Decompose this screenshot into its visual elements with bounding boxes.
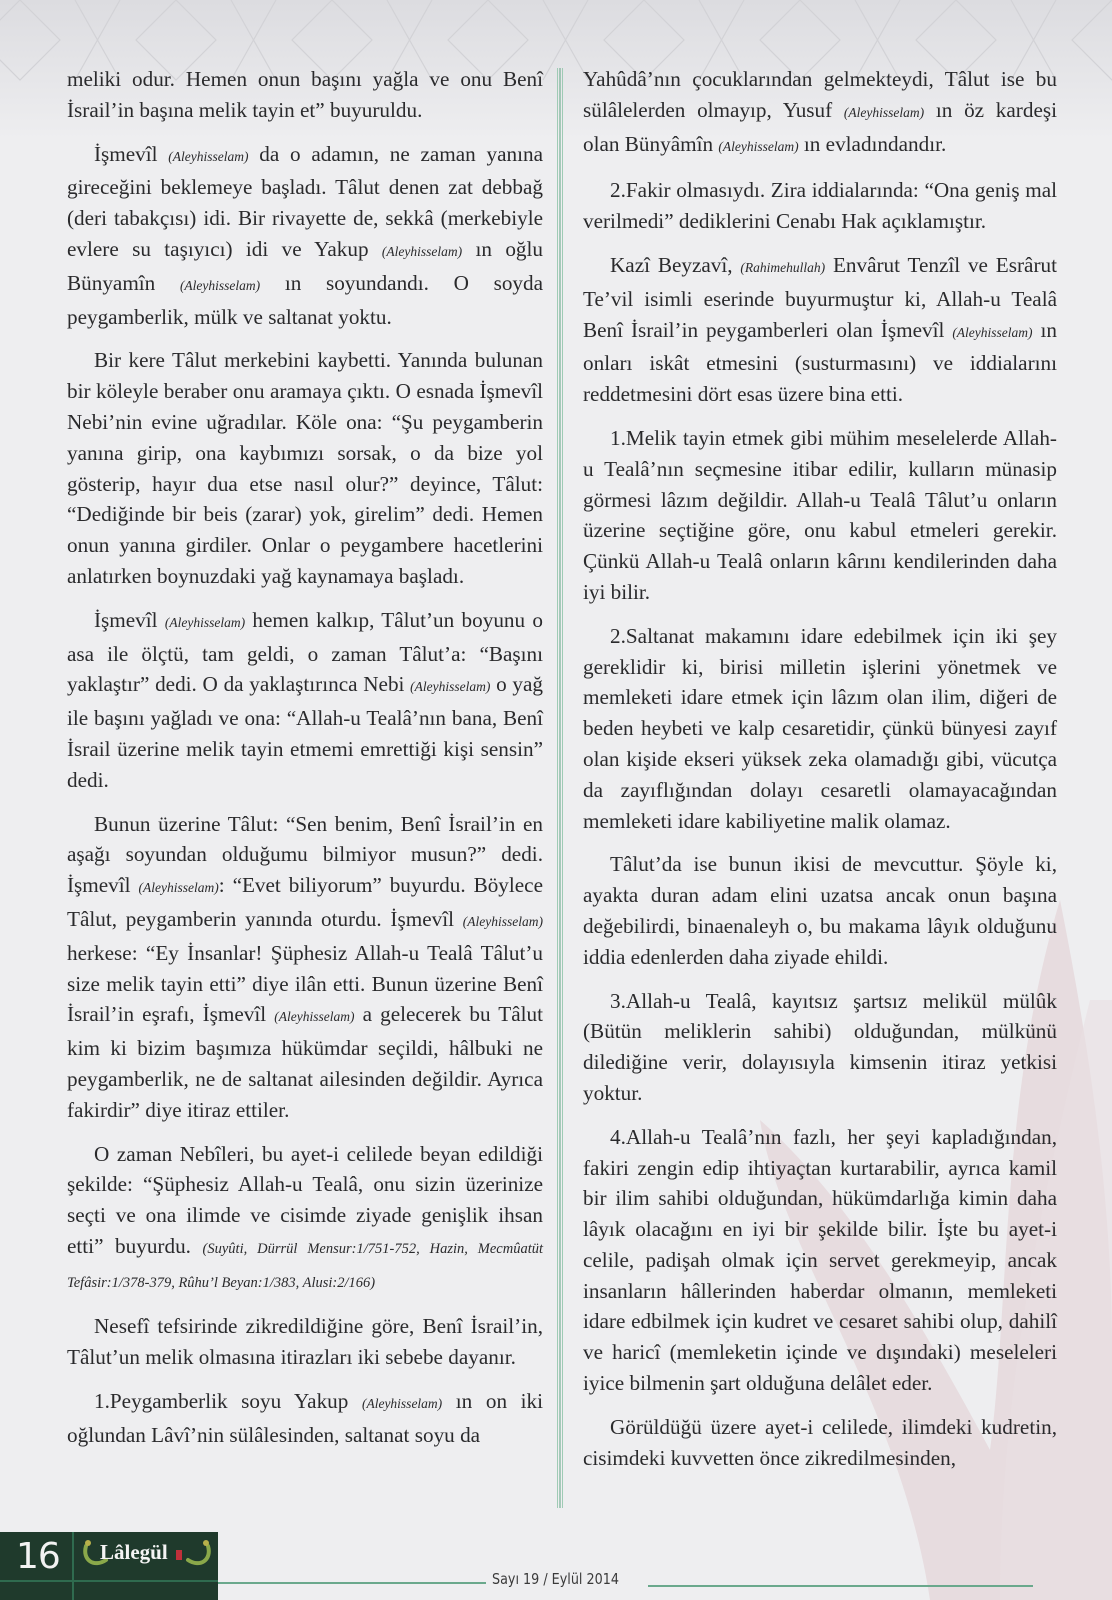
body-text: Bir kere Tâlut merkebini kaybetti. Yanında bulunan bir köleyle beraber onu aramaya çıktı. O esnada İşmevîl Nebi’nin evine uğradılar. Köle ona: “Şu peygamberin yanına girip, ona kaybımızı sorsak, o da bize yol gösterip, hayır dua etse nasıl olur?” deyince, Tâlut: “Dediğinde bir beis (zarar) yok, girelim” dedi. Hemen onun yanına girdiler. Onlar o peygambere hacetlerini anlatırken boynuzdaki yağ kaynamaya başladı. xyxy=(67,348,543,588)
honorific: (Aleyhisselam) xyxy=(274,1009,355,1025)
body-text: herkese: “Ey İnsanlar! Şüphesiz Allah-u Tealâ Tâlut’u size melik tayin etti” diye ilân etti. Bunun üzerine Benî İsrail’in eşrafı, İşmevîl xyxy=(67,940,543,1027)
body-text: İşmevîl xyxy=(94,607,165,632)
body-text: 2.Saltanat makamını idare edebilmek için iki şey gereklidir ki, birisi milletin işlerini yönetmek ve memleketi idare etmek için lâzım olan ilim, diğeri de beden heybeti ve kalp cesaretidir, çünkü bünyesi zayıf olan kişide ekseri yüksek zeka olamadığı gibi, vücutça da zayıflığından dolayı cesaretli olamayacağından memleketi idare kabiliyetine malik olamaz. xyxy=(583,623,1057,833)
honorific: (Aleyhisselam) xyxy=(179,277,261,293)
paragraph xyxy=(67,809,543,1126)
honorific: (Aleyhisselam) xyxy=(410,679,491,695)
paragraph xyxy=(67,1386,543,1451)
paragraph xyxy=(67,1311,543,1373)
paragraph xyxy=(67,64,543,126)
body-text: O zaman Nebîleri, bu ayet-i celilede beyan edildiği şekilde: “Şüphesiz Allah-u Tealâ, onu sizin üzerinize seçti ve ona ilimde ve cisimde ziyade genişlik ihsan etti” buyurdu. xyxy=(67,1141,543,1258)
body-text: Görüldüğü üzere ayet-i celilede, ilimdeki kudretin, cisimdeki kuvvetten önce zikredilmesinden, xyxy=(583,1414,1057,1470)
body-text: meliki odur. Hemen onun başını yağla ve onu Benî İsrail’in başına melik tayin et” buyuruldu. xyxy=(67,67,543,122)
body-text: a gelecerek bu Tâlut kim ki bizim başımıza hükümdar seçildi, hâlbuki ne peygamberlik, ne de saltanat ailesinden değildir. Ayrıca fakirdir” diye itiraz ettiler. xyxy=(67,1002,543,1122)
body-text: İşmevîl xyxy=(94,141,169,166)
footer-box-horizontal-rule xyxy=(0,1580,218,1582)
body-text: da o adamın, ne zaman yanına gireceğini beklemeye başladı. Tâlut denen zat debbağ (deri tabakçısı) idi. Bir rivayette de, sekkâ (merkebiyle evlere su taşıyıcı) idi ve Yakup xyxy=(67,141,543,261)
paragraph xyxy=(583,175,1057,237)
paragraph xyxy=(583,986,1057,1109)
honorific: (Aleyhisselam) xyxy=(361,1396,443,1412)
body-text: Envârut Tenzîl ve Esrârut Te’vil isimli eserinde buyurmuştur ki, Allah-u Tealâ Benî İsrail’in peygamberleri olan İşmevîl xyxy=(583,252,1057,342)
paragraph xyxy=(583,64,1057,162)
paragraph xyxy=(583,423,1057,608)
body-text: 4.Allah-u Tealâ’nın fazlı, her şeyi kapladığından, fakiri zengin edip ihtiyaçtan kurtarabilir, ayrıca kamil bir ilim sahibi olduğundan, hükümdarlığa kimin daha lâyık olacağını en iyi bir şekilde bilir. İşte bu ayet-i celile, padişah olmak için servet gerekmeyip, ancak insanların hâllerinden haberdar olmanın, memleketi idare edbilmek için kudret ve cesaret sahibi olup, dahilî ve haricî (memleketin içinde ve dışındaki) meseleleri iyice bilmenin şart olduğuna delâlet eder. xyxy=(583,1124,1057,1396)
honorific: (Rahimehullah) xyxy=(740,259,826,275)
honorific: (Aleyhisselam) xyxy=(718,138,799,154)
paragraph xyxy=(583,1122,1057,1399)
body-text: ın onları iskât etmesini (susturmasını) ve iddialarını reddetmesini dört esas üzere bina etti. xyxy=(583,317,1057,407)
citation: (Suyûti, Dürrül Mensur:1/751-752, Hazin, Mecmûatüt Tefâsir:1/378-379, Rûhu’l Beyan:1/383, Alusi:2/166) xyxy=(67,1240,544,1291)
footer-rule-right xyxy=(648,1585,1033,1587)
body-text: Kazî Beyzavî, xyxy=(610,252,741,277)
paragraph xyxy=(67,1139,543,1299)
body-text: ın soyundandı. O soyda peygamberlik, mülk ve saltanat yoktu. xyxy=(67,270,543,329)
body-text: ın evladındandır. xyxy=(798,131,947,156)
body-text: 1.Peygamberlik soyu Yakup xyxy=(94,1389,362,1414)
paragraph xyxy=(583,849,1057,972)
honorific: (Aleyhisselam) xyxy=(952,324,1033,340)
honorific: (Aleyhisselam) xyxy=(138,880,219,896)
honorific: (Aleyhisselam) xyxy=(381,243,463,259)
issue-label: Sayı 19 / Eylül 2014 xyxy=(492,1570,619,1588)
body-text: : “Evet biliyorum” buyurdu. Böylece Tâlut, peygamberin yanında oturdu. İşmevîl xyxy=(67,873,543,931)
body-text: 1.Melik tayin etmek gibi mühim meselelerde Allah-u Tealâ’nın seçmesine itibar edilir, kulların münasip görmesi lâzım değildir. Allah-u Tealâ Tâlut’u onların üzerine seçtiğine göre, onu kabul etmeleri gerekir. Çünkü Allah-u Tealâ onların kârını kendilerinden daha iyi bilir. xyxy=(583,425,1057,604)
paragraph xyxy=(67,605,543,796)
magazine-logo-text: Lâlegül xyxy=(100,1540,168,1564)
page-number: 16 xyxy=(16,1536,60,1577)
body-text: ın oğlu Bünyamîn xyxy=(67,236,543,295)
body-text: o yağ ile başını yağladı ve ona: “Allah-u Tealâ’nın bana, Benî İsrail üzerine melik tayin etmemi emrettiği kişi sensin” dedi. xyxy=(67,672,544,792)
honorific: (Aleyhisselam) xyxy=(168,148,249,164)
honorific: (Aleyhisselam) xyxy=(843,104,925,120)
body-text: Bunun üzerine Tâlut: “Sen benim, Benî İsrail’in en aşağı soyundan olduğumu bilmiyor musun?” dedi. İşmevîl xyxy=(67,811,543,898)
body-text: Yahûdâ’nın çocuklarından gelmekteydi, Tâlut ise bu sülâlelerden olmayıp, Yusuf xyxy=(583,67,1057,122)
body-text: hemen kalkıp, Tâlut’un boyunu o asa ile ölçtü, tam geldi, o zaman Tâlut’a: “Başını yaklaştır” dedi. O da yaklaştırınca Nebi xyxy=(67,607,543,697)
column-divider xyxy=(557,68,563,1508)
footer-box-vertical-rule xyxy=(72,1532,74,1600)
body-text: Nesefî tefsirinde zikredildiğine göre, Benî İsrail’in, Tâlut’un melik olmasına itirazları iki sebebe dayanır. xyxy=(67,1314,543,1370)
honorific: (Aleyhisselam) xyxy=(462,913,543,929)
body-text: 3.Allah-u Tealâ, kayıtsız şartsız melikül mülûk (Bütün meliklerin sahibi) olduğundan, mülkünü dilediğine verir, dolayısıyla kimsenin itiraz yetkisi yoktur. xyxy=(583,988,1057,1105)
body-text: ın öz kardeşi olan Bünyâmîn xyxy=(583,97,1057,156)
left-text-column xyxy=(67,64,543,1464)
paragraph xyxy=(67,139,543,333)
paragraph xyxy=(583,250,1057,410)
paragraph xyxy=(583,621,1057,837)
right-text-column xyxy=(583,64,1057,1486)
footer-rule-left xyxy=(218,1582,486,1584)
paragraph xyxy=(583,1412,1057,1474)
honorific: (Aleyhisselam) xyxy=(164,614,246,630)
body-text: ın on iki oğlundan Lâvî’nin sülâlesinden, saltanat soyu da xyxy=(67,1389,543,1447)
paragraph xyxy=(67,345,543,591)
body-text: 2.Fakir olmasıydı. Zira iddialarında: “Ona geniş mal verilmedi” dediklerini Cenabı Hak açıklamıştır. xyxy=(583,178,1057,234)
body-text: Tâlut’da ise bunun ikisi de mevcuttur. Şöyle ki, ayakta duran adam elini uzatsa ancak onun başına değebilirdi, binaenaleyh o, bu makama lâyık olduğunu iddia edenlerden daha ziyade ehildi. xyxy=(583,852,1057,969)
